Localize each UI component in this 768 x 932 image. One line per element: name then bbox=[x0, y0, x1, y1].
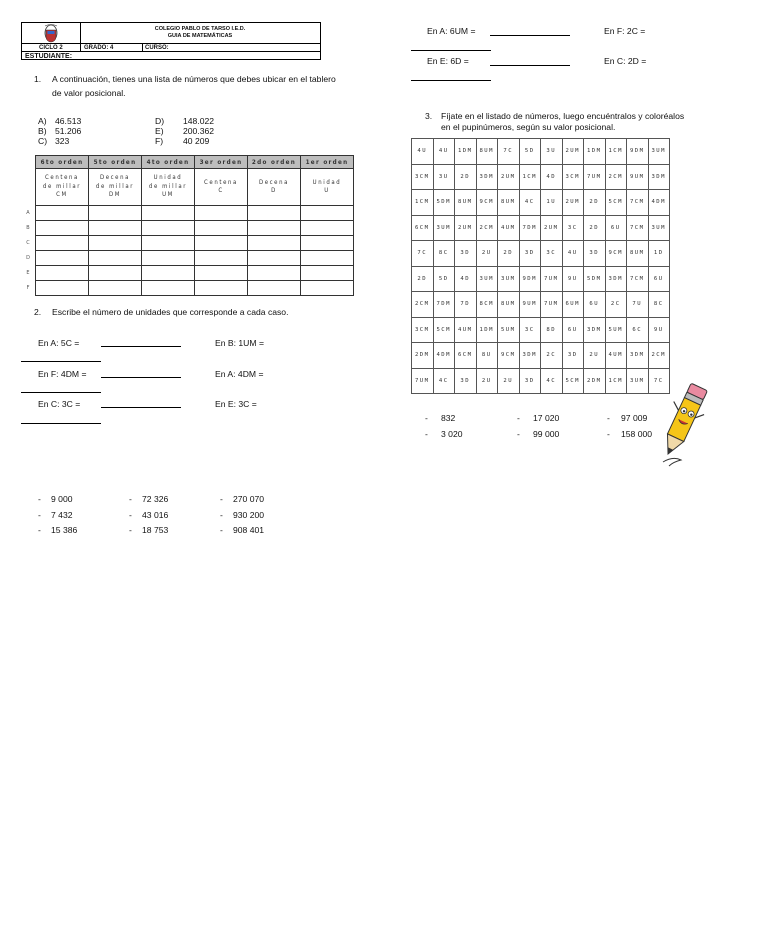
list-row: - 9 000 - 72 326 - 270 070 bbox=[38, 494, 265, 504]
grid-cell[interactable]: 3DM bbox=[627, 343, 649, 369]
grid-cell[interactable]: 1CM bbox=[412, 190, 434, 216]
order-header: 6to orden bbox=[36, 156, 89, 169]
grid-cell[interactable]: 2DM bbox=[584, 368, 606, 394]
pencil-mascot-icon bbox=[655, 380, 715, 473]
grid-cell[interactable]: 3DM bbox=[584, 317, 606, 343]
orders-row bbox=[21, 156, 354, 169]
place-value-table bbox=[21, 155, 354, 296]
grid-cell[interactable]: 5UM bbox=[605, 317, 627, 343]
q2-item-right: En B: 1UM = bbox=[215, 338, 264, 348]
grid-cell[interactable]: 2CM bbox=[648, 343, 670, 369]
grid-cell[interactable]: 4U bbox=[562, 241, 584, 267]
grid-cell[interactable]: 3UM bbox=[648, 215, 670, 241]
grid-cell[interactable]: 8UM bbox=[498, 190, 520, 216]
q2-item-right: En E: 3C = bbox=[215, 399, 257, 409]
grid-cell[interactable]: 8U bbox=[476, 343, 498, 369]
header-title bbox=[80, 26, 320, 40]
grid-cell[interactable]: 6CM bbox=[455, 343, 477, 369]
answer-line[interactable] bbox=[21, 392, 101, 393]
grid-cell[interactable]: 4DM bbox=[433, 343, 455, 369]
grid-cell[interactable]: 2UM bbox=[562, 139, 584, 165]
grid-cell[interactable]: 2U bbox=[476, 241, 498, 267]
grid-cell[interactable]: 1DM bbox=[584, 139, 606, 165]
row-letter: E bbox=[21, 266, 36, 281]
grid-cell[interactable]: 9CM bbox=[605, 241, 627, 267]
list-item: D) 148.022 bbox=[155, 116, 215, 126]
grid-cell[interactable]: 5UM bbox=[498, 317, 520, 343]
list-row: - 832 - 17 020 - 97 009 bbox=[425, 413, 648, 423]
grid-cell[interactable]: 7UM bbox=[584, 164, 606, 190]
q2-item-right: En C: 2D = bbox=[604, 56, 647, 66]
grid-cell[interactable]: 1U bbox=[541, 190, 563, 216]
grid-cell[interactable]: 3C bbox=[541, 241, 563, 267]
grid-row bbox=[412, 266, 670, 292]
grid-cell[interactable]: 4UM bbox=[605, 343, 627, 369]
grid-cell[interactable]: 7D bbox=[455, 292, 477, 318]
table-row bbox=[21, 206, 354, 221]
table-row bbox=[21, 281, 354, 296]
grid-cell[interactable]: 4C bbox=[433, 368, 455, 394]
grid-row bbox=[412, 317, 670, 343]
list-row: - 7 432 - 43 016 - 930 200 bbox=[38, 509, 265, 520]
grid-cell[interactable]: 7CM bbox=[627, 266, 649, 292]
grid-cell[interactable]: 3U bbox=[433, 164, 455, 190]
q2-item-left: En A: 6UM = bbox=[427, 26, 476, 36]
cycle-label: CICLO 2 bbox=[39, 45, 63, 51]
header-box bbox=[21, 22, 321, 60]
grid-cell[interactable]: 6U bbox=[605, 215, 627, 241]
grid-cell[interactable]: 6C bbox=[627, 317, 649, 343]
grid-row bbox=[412, 343, 670, 369]
grid-cell[interactable]: 3D bbox=[455, 368, 477, 394]
grid-cell[interactable]: 8UM bbox=[455, 190, 477, 216]
grid-cell[interactable]: 2D bbox=[455, 164, 477, 190]
q1-text-line1: A continuación, tienes una lista de números que debes ubicar en el tablero bbox=[52, 74, 336, 84]
grid-cell[interactable]: 6CM bbox=[412, 215, 434, 241]
grid-cell[interactable]: 4U bbox=[433, 139, 455, 165]
school-logo bbox=[22, 23, 81, 43]
answer-line[interactable] bbox=[411, 50, 491, 51]
q2-item-left: En F: 4DM = bbox=[38, 369, 87, 379]
grid-cell[interactable]: 6U bbox=[584, 292, 606, 318]
grid-cell[interactable]: 3UM bbox=[627, 368, 649, 394]
grid-cell[interactable]: 2DM bbox=[412, 343, 434, 369]
grid-cell[interactable]: 4D bbox=[455, 266, 477, 292]
answer-line[interactable] bbox=[101, 377, 181, 378]
divider bbox=[80, 43, 81, 51]
table-row bbox=[21, 266, 354, 281]
grid-row bbox=[412, 190, 670, 216]
grid-cell[interactable]: 7C bbox=[412, 241, 434, 267]
guide-name: GUIA DE MATEMÁTICAS bbox=[167, 33, 233, 39]
q1-list-left bbox=[38, 116, 81, 146]
grid-cell[interactable]: 5DM bbox=[584, 266, 606, 292]
grid-cell[interactable]: 1DM bbox=[476, 317, 498, 343]
grid-cell[interactable]: 4UM bbox=[455, 317, 477, 343]
grid-cell[interactable]: 3CM bbox=[562, 164, 584, 190]
q2-item-left: En C: 3C = bbox=[38, 399, 81, 409]
grade-label: GRADO: 4 bbox=[84, 45, 114, 51]
grid-cell[interactable]: 3D bbox=[562, 343, 584, 369]
student-label: ESTUDIANTE: bbox=[22, 51, 320, 61]
row-letter: C bbox=[21, 236, 36, 251]
grid-cell[interactable]: 2CM bbox=[476, 215, 498, 241]
grid-cell[interactable]: 4C bbox=[541, 368, 563, 394]
grid-cell[interactable]: 3D bbox=[519, 368, 541, 394]
grid-cell[interactable]: 3CM bbox=[412, 317, 434, 343]
grid-cell[interactable]: 2UM bbox=[562, 190, 584, 216]
grid-cell[interactable]: 7UM bbox=[541, 266, 563, 292]
grid-cell[interactable]: 2U bbox=[584, 343, 606, 369]
grid-cell[interactable]: 2U bbox=[476, 368, 498, 394]
list-item: B) 51.206 bbox=[38, 126, 82, 136]
grid-cell[interactable]: 3CM bbox=[412, 164, 434, 190]
row-letter: F bbox=[21, 281, 36, 296]
answer-line[interactable] bbox=[101, 346, 181, 347]
grid-cell[interactable]: 3C bbox=[519, 317, 541, 343]
table-row bbox=[21, 251, 354, 266]
q2-number-list bbox=[38, 492, 264, 539]
grid-cell[interactable]: 6UM bbox=[562, 292, 584, 318]
grid-cell[interactable]: 4C bbox=[519, 190, 541, 216]
order-header: 2do orden bbox=[248, 156, 301, 169]
grid-cell[interactable]: 7DM bbox=[433, 292, 455, 318]
grid-cell[interactable]: 3DM bbox=[648, 164, 670, 190]
crest-icon bbox=[22, 23, 80, 43]
grid-cell[interactable]: 3D bbox=[519, 241, 541, 267]
divider bbox=[142, 43, 143, 51]
grid-cell[interactable]: 3D bbox=[455, 241, 477, 267]
grid-cell[interactable]: 8D bbox=[541, 317, 563, 343]
grid-row bbox=[412, 215, 670, 241]
grid-cell[interactable]: 7C bbox=[648, 368, 670, 394]
q2-item-right: En F: 2C = bbox=[604, 26, 646, 36]
grid-cell[interactable]: 6U bbox=[562, 317, 584, 343]
grid-cell[interactable]: 1D bbox=[648, 241, 670, 267]
grid-cell[interactable]: 9CM bbox=[476, 190, 498, 216]
order-header: 5to orden bbox=[89, 156, 142, 169]
grid-cell[interactable]: 2U bbox=[498, 368, 520, 394]
grid-cell[interactable]: 1CM bbox=[519, 164, 541, 190]
grid-cell[interactable]: 2D bbox=[584, 215, 606, 241]
grid-cell[interactable]: 2UM bbox=[498, 164, 520, 190]
grid-cell[interactable]: 4DM bbox=[648, 190, 670, 216]
grid-cell[interactable]: 3UM bbox=[648, 139, 670, 165]
q1-number: 1. bbox=[34, 74, 42, 84]
grid-row bbox=[412, 292, 670, 318]
grid-cell[interactable]: 5CM bbox=[433, 317, 455, 343]
answer-line[interactable] bbox=[21, 423, 101, 424]
answer-line[interactable] bbox=[490, 35, 570, 36]
q3-text-line1: Fíjate en el listado de números, luego encuéntralos y coloréalos bbox=[441, 111, 685, 121]
grid-cell[interactable]: 2UM bbox=[455, 215, 477, 241]
q3-number-list bbox=[425, 411, 652, 442]
grid-cell[interactable]: 6U bbox=[648, 266, 670, 292]
grid-cell[interactable]: 8UM bbox=[476, 139, 498, 165]
list-item: A) 46.513 bbox=[38, 116, 82, 126]
grid-cell[interactable]: 7CM bbox=[627, 215, 649, 241]
grid-cell[interactable]: 3DM bbox=[476, 164, 498, 190]
place-header: Decena D bbox=[248, 169, 301, 206]
pupinumeros-grid bbox=[411, 138, 670, 394]
list-item: C) 323 bbox=[38, 136, 70, 146]
grid-row bbox=[412, 241, 670, 267]
grid-cell[interactable]: 8C bbox=[433, 241, 455, 267]
course-label: CURSO: bbox=[145, 45, 169, 51]
answer-line[interactable] bbox=[490, 65, 570, 66]
grid-cell[interactable]: 1DM bbox=[455, 139, 477, 165]
grid-cell[interactable]: 7UM bbox=[412, 368, 434, 394]
grid-cell[interactable]: 2C bbox=[541, 343, 563, 369]
grid-cell[interactable]: 4U bbox=[412, 139, 434, 165]
grid-row bbox=[412, 164, 670, 190]
place-header: Unidad de millar UM bbox=[142, 169, 195, 206]
grid-cell[interactable]: 2CM bbox=[412, 292, 434, 318]
grid-cell[interactable]: 8UM bbox=[627, 241, 649, 267]
grid-cell[interactable]: 2CM bbox=[605, 164, 627, 190]
grid-cell[interactable]: 2UM bbox=[541, 215, 563, 241]
q2-item-left: En E: 6D = bbox=[427, 56, 469, 66]
grid-cell[interactable]: 3C bbox=[562, 215, 584, 241]
row-letter: D bbox=[21, 251, 36, 266]
grid-cell[interactable]: 3UM bbox=[476, 266, 498, 292]
grid-cell[interactable]: 8UM bbox=[498, 292, 520, 318]
table-row bbox=[21, 236, 354, 251]
order-header: 3er orden bbox=[195, 156, 248, 169]
grid-cell[interactable]: 5CM bbox=[605, 190, 627, 216]
answer-line[interactable] bbox=[21, 361, 101, 362]
grid-cell[interactable]: 2D bbox=[498, 241, 520, 267]
grid-cell[interactable]: 2D bbox=[412, 266, 434, 292]
list-item: E) 200.362 bbox=[155, 126, 215, 136]
q1-text-line2: de valor posicional. bbox=[52, 88, 126, 98]
grid-cell[interactable]: 9UM bbox=[627, 164, 649, 190]
grid-cell[interactable]: 7DM bbox=[519, 215, 541, 241]
grid-cell[interactable]: 1CM bbox=[605, 368, 627, 394]
grid-cell[interactable]: 5D bbox=[433, 266, 455, 292]
answer-line[interactable] bbox=[101, 407, 181, 408]
grid-cell[interactable]: 3D bbox=[584, 241, 606, 267]
place-header: Unidad U bbox=[301, 169, 354, 206]
q3-instructions bbox=[441, 111, 731, 133]
grid-cell[interactable]: 9DM bbox=[627, 139, 649, 165]
answer-line[interactable] bbox=[411, 80, 491, 81]
grid-cell[interactable]: 9UM bbox=[519, 292, 541, 318]
row-letter: A bbox=[21, 206, 36, 221]
q2-number: 2. bbox=[34, 307, 42, 317]
q3-text-line2: en el pupinúmeros, según su valor posicional. bbox=[441, 122, 616, 132]
order-header: 1er orden bbox=[301, 156, 354, 169]
grid-cell[interactable]: 5D bbox=[519, 139, 541, 165]
q3-number: 3. bbox=[425, 111, 433, 121]
q1-list-right bbox=[155, 116, 214, 146]
grid-cell[interactable]: 5CM bbox=[562, 368, 584, 394]
table-row bbox=[21, 221, 354, 236]
q2-item-right: En A: 4DM = bbox=[215, 369, 264, 379]
place-header: Decena de millar DM bbox=[89, 169, 142, 206]
school-name: COLEGIO PABLO DE TARSO I.E.D. bbox=[154, 26, 246, 32]
grid-cell[interactable]: 9DM bbox=[519, 266, 541, 292]
q2-item-left: En A: 5C = bbox=[38, 338, 80, 348]
place-headers-row bbox=[21, 169, 354, 206]
grid-cell[interactable]: 3U bbox=[541, 139, 563, 165]
grid-cell[interactable]: 8C bbox=[648, 292, 670, 318]
grid-cell[interactable]: 4UM bbox=[498, 215, 520, 241]
grid-row bbox=[412, 368, 670, 394]
grid-cell[interactable]: 7UM bbox=[541, 292, 563, 318]
grid-cell[interactable]: 2D bbox=[584, 190, 606, 216]
grid-row bbox=[412, 139, 670, 165]
grid-cell[interactable]: 3UM bbox=[498, 266, 520, 292]
grid-cell[interactable]: 3DM bbox=[605, 266, 627, 292]
grid-cell[interactable]: 9CM bbox=[498, 343, 520, 369]
grid-cell[interactable]: 9U bbox=[648, 317, 670, 343]
grid-cell[interactable]: 3UM bbox=[433, 215, 455, 241]
list-item: F) 40 209 bbox=[155, 136, 210, 146]
grid-cell[interactable]: 3DM bbox=[519, 343, 541, 369]
place-header: Centena C bbox=[195, 169, 248, 206]
list-row: - 15 386 - 18 753 - 908 401 bbox=[38, 525, 265, 535]
q2-instructions: Escribe el número de unidades que corresponde a cada caso. bbox=[52, 307, 289, 317]
grid-cell[interactable]: 7C bbox=[498, 139, 520, 165]
list-row: - 3 020 - 99 000 - 158 000 bbox=[425, 428, 653, 439]
grid-cell[interactable]: 7U bbox=[627, 292, 649, 318]
grid-cell[interactable]: 2C bbox=[605, 292, 627, 318]
grid-cell[interactable]: 9U bbox=[562, 266, 584, 292]
row-letter: B bbox=[21, 221, 36, 236]
grid-cell[interactable]: 5DM bbox=[433, 190, 455, 216]
place-header: Centena de millar CM bbox=[36, 169, 89, 206]
q1-instructions bbox=[52, 72, 372, 100]
grid-cell[interactable]: 8CM bbox=[476, 292, 498, 318]
order-header: 4to orden bbox=[142, 156, 195, 169]
grid-cell[interactable]: 4D bbox=[541, 164, 563, 190]
grid-cell[interactable]: 7CM bbox=[627, 190, 649, 216]
grid-cell[interactable]: 1CM bbox=[605, 139, 627, 165]
